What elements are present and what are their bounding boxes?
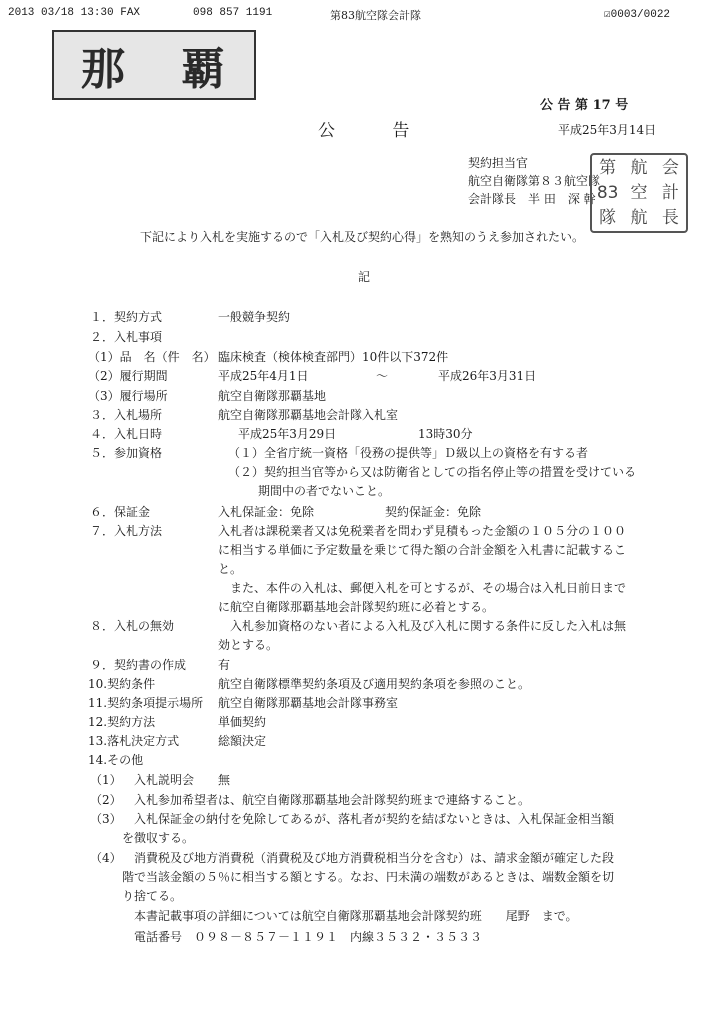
notice-number: 公 告 第 17 号	[540, 98, 629, 113]
other-num: （1）	[90, 773, 122, 787]
item-value: 平成26年3月31日	[438, 369, 537, 383]
other-text: 入札説明会 無	[134, 773, 231, 787]
item-label: ８．入札の無効	[90, 619, 175, 633]
item-label: ５．参加資格	[90, 446, 163, 460]
other-text: 入札参加希望者は、航空自衛隊那覇基地会計隊契約班まで連絡すること。	[134, 793, 531, 807]
item-value: 総額決定	[218, 734, 267, 748]
ki-heading: 記	[358, 270, 371, 284]
item-value: ～	[376, 369, 389, 383]
other-num: （2）	[90, 793, 122, 807]
seal-char: 会	[661, 157, 679, 178]
issuer-role: 契約担当官	[468, 156, 529, 170]
item-label: （1）品 名（件 名）	[88, 350, 216, 364]
other-text: 消費税及び地方消費税（消費税及び地方消費税相当分を含む）は、請求金額が確定した段	[134, 851, 615, 865]
naha-stamp	[52, 30, 256, 100]
fax-sender: 第83航空隊会計隊	[330, 9, 421, 22]
item-value: また、本件の入札は、郵便入札を可とするが、その場合は入札日前日まで	[230, 581, 627, 595]
item-label: （2）履行期間	[88, 369, 168, 383]
item-label: ９．契約書の作成	[90, 658, 187, 672]
seal-char: 航	[630, 208, 648, 229]
item-value: 航空自衛隊那覇基地会計隊事務室	[218, 696, 399, 710]
item-value: 入札者は課税業者又は免税業者を問わず見積もった金額の１０５分の１００	[218, 524, 627, 538]
item-value: 契約保証金：免除	[385, 505, 482, 519]
intro-text: 下記により入札を実施するので「入札及び契約心得」を熟知のうえ参加されたい。	[140, 230, 585, 244]
item-value: 航空自衛隊標準契約条項及び適用契約条項を参照のこと。	[218, 677, 531, 691]
item-value: 期間中の者でないこと。	[258, 484, 391, 498]
item-value: 平成25年3月29日	[238, 427, 337, 441]
item-value: 航空自衛隊那覇基地	[218, 389, 327, 403]
item-value: に相当する単価に予定数量を乗じて得た額の合計金額を入札書に記載するこ	[218, 543, 627, 557]
item-label: １．契約方式	[90, 310, 163, 324]
item-value: （１）全省庁統一資格「役務の提供等」Ｄ級以上の資格を有する者	[228, 446, 589, 460]
official-seal	[590, 153, 688, 233]
seal-char: 隊	[599, 208, 617, 229]
item-value: 効とする。	[218, 638, 279, 652]
seal-char: 空	[630, 182, 648, 203]
seal-char: 83	[596, 182, 619, 203]
item-value: 単価契約	[218, 715, 267, 729]
item-value: 有	[218, 658, 231, 672]
item-label: ４．入札日時	[90, 427, 163, 441]
item-label: ２．入札事項	[90, 330, 163, 344]
item-label: ６．保証金	[90, 505, 151, 519]
item-value: 入札保証金：免除	[218, 505, 315, 519]
seal-char: 第	[599, 157, 617, 178]
fax-number: 098 857 1191	[193, 7, 273, 19]
fax-page-icon: ☑	[604, 9, 611, 21]
item-value: （２）契約担当官等から又は防衛省としての指名停止等の措置を受けている	[228, 465, 637, 479]
other-text: り捨てる。	[122, 889, 183, 903]
item-label: 14.その他	[88, 753, 144, 767]
item-label: 10.契約条件	[88, 677, 156, 691]
seal-char: 長	[661, 208, 679, 229]
item-value: 臨床検査（検体検査部門）10件以下372件	[218, 350, 449, 364]
item-value: 平成25年4月1日	[218, 369, 309, 383]
item-label: 12.契約方法	[88, 715, 156, 729]
item-label: ７．入札方法	[90, 524, 163, 538]
other-text: を徴収する。	[122, 831, 195, 845]
other-num: （3）	[90, 812, 122, 826]
stamp-char: 覇	[181, 44, 227, 95]
phone-line: 電話番号 ０９８－８５７－１１９１ 内線３５３２・３５３３	[134, 930, 483, 944]
notice-date: 平成25年3月14日	[558, 123, 657, 137]
item-value: 入札参加資格のない者による入札及び入札に関する条件に反した入札は無	[230, 619, 627, 633]
fax-page: ☑0003/0022	[604, 9, 671, 21]
other-text: 階で当該金額の５％に相当する額とする。なお、円未満の端数があるときは、端数金額を切	[122, 870, 615, 884]
item-label: 11.契約条項提示場所	[88, 696, 204, 710]
other-num: （4）	[90, 851, 122, 865]
stamp-char: 那	[81, 44, 127, 95]
item-value: 一般競争契約	[218, 310, 291, 324]
seal-char: 航	[630, 157, 648, 178]
item-label: （3）履行場所	[88, 389, 168, 403]
issuer-name: 会計隊長 半 田 深 幹	[468, 192, 596, 206]
item-value: に航空自衛隊那覇基地会計隊契約班に必着とする。	[218, 600, 495, 614]
fax-datetime: 2013 03/18 13:30 FAX	[8, 7, 141, 19]
seal-char: 計	[661, 182, 679, 203]
issuer-org: 航空自衛隊第８３航空隊	[468, 174, 601, 188]
item-value: と。	[218, 562, 243, 576]
contact-line: 本書記載事項の詳細については航空自衛隊那覇基地会計隊契約班 尾野 まで。	[134, 909, 578, 923]
item-label: ３．入札場所	[90, 408, 163, 422]
other-text: 入札保証金の納付を免除してあるが、落札者が契約を結ばないときは、入札保証金相当額	[134, 812, 615, 826]
item-label: 13.落札決定方式	[88, 734, 180, 748]
item-value: 13時30分	[418, 427, 473, 441]
page-title: 公 告	[318, 121, 436, 141]
item-value: 航空自衛隊那覇基地会計隊入札室	[218, 408, 399, 422]
